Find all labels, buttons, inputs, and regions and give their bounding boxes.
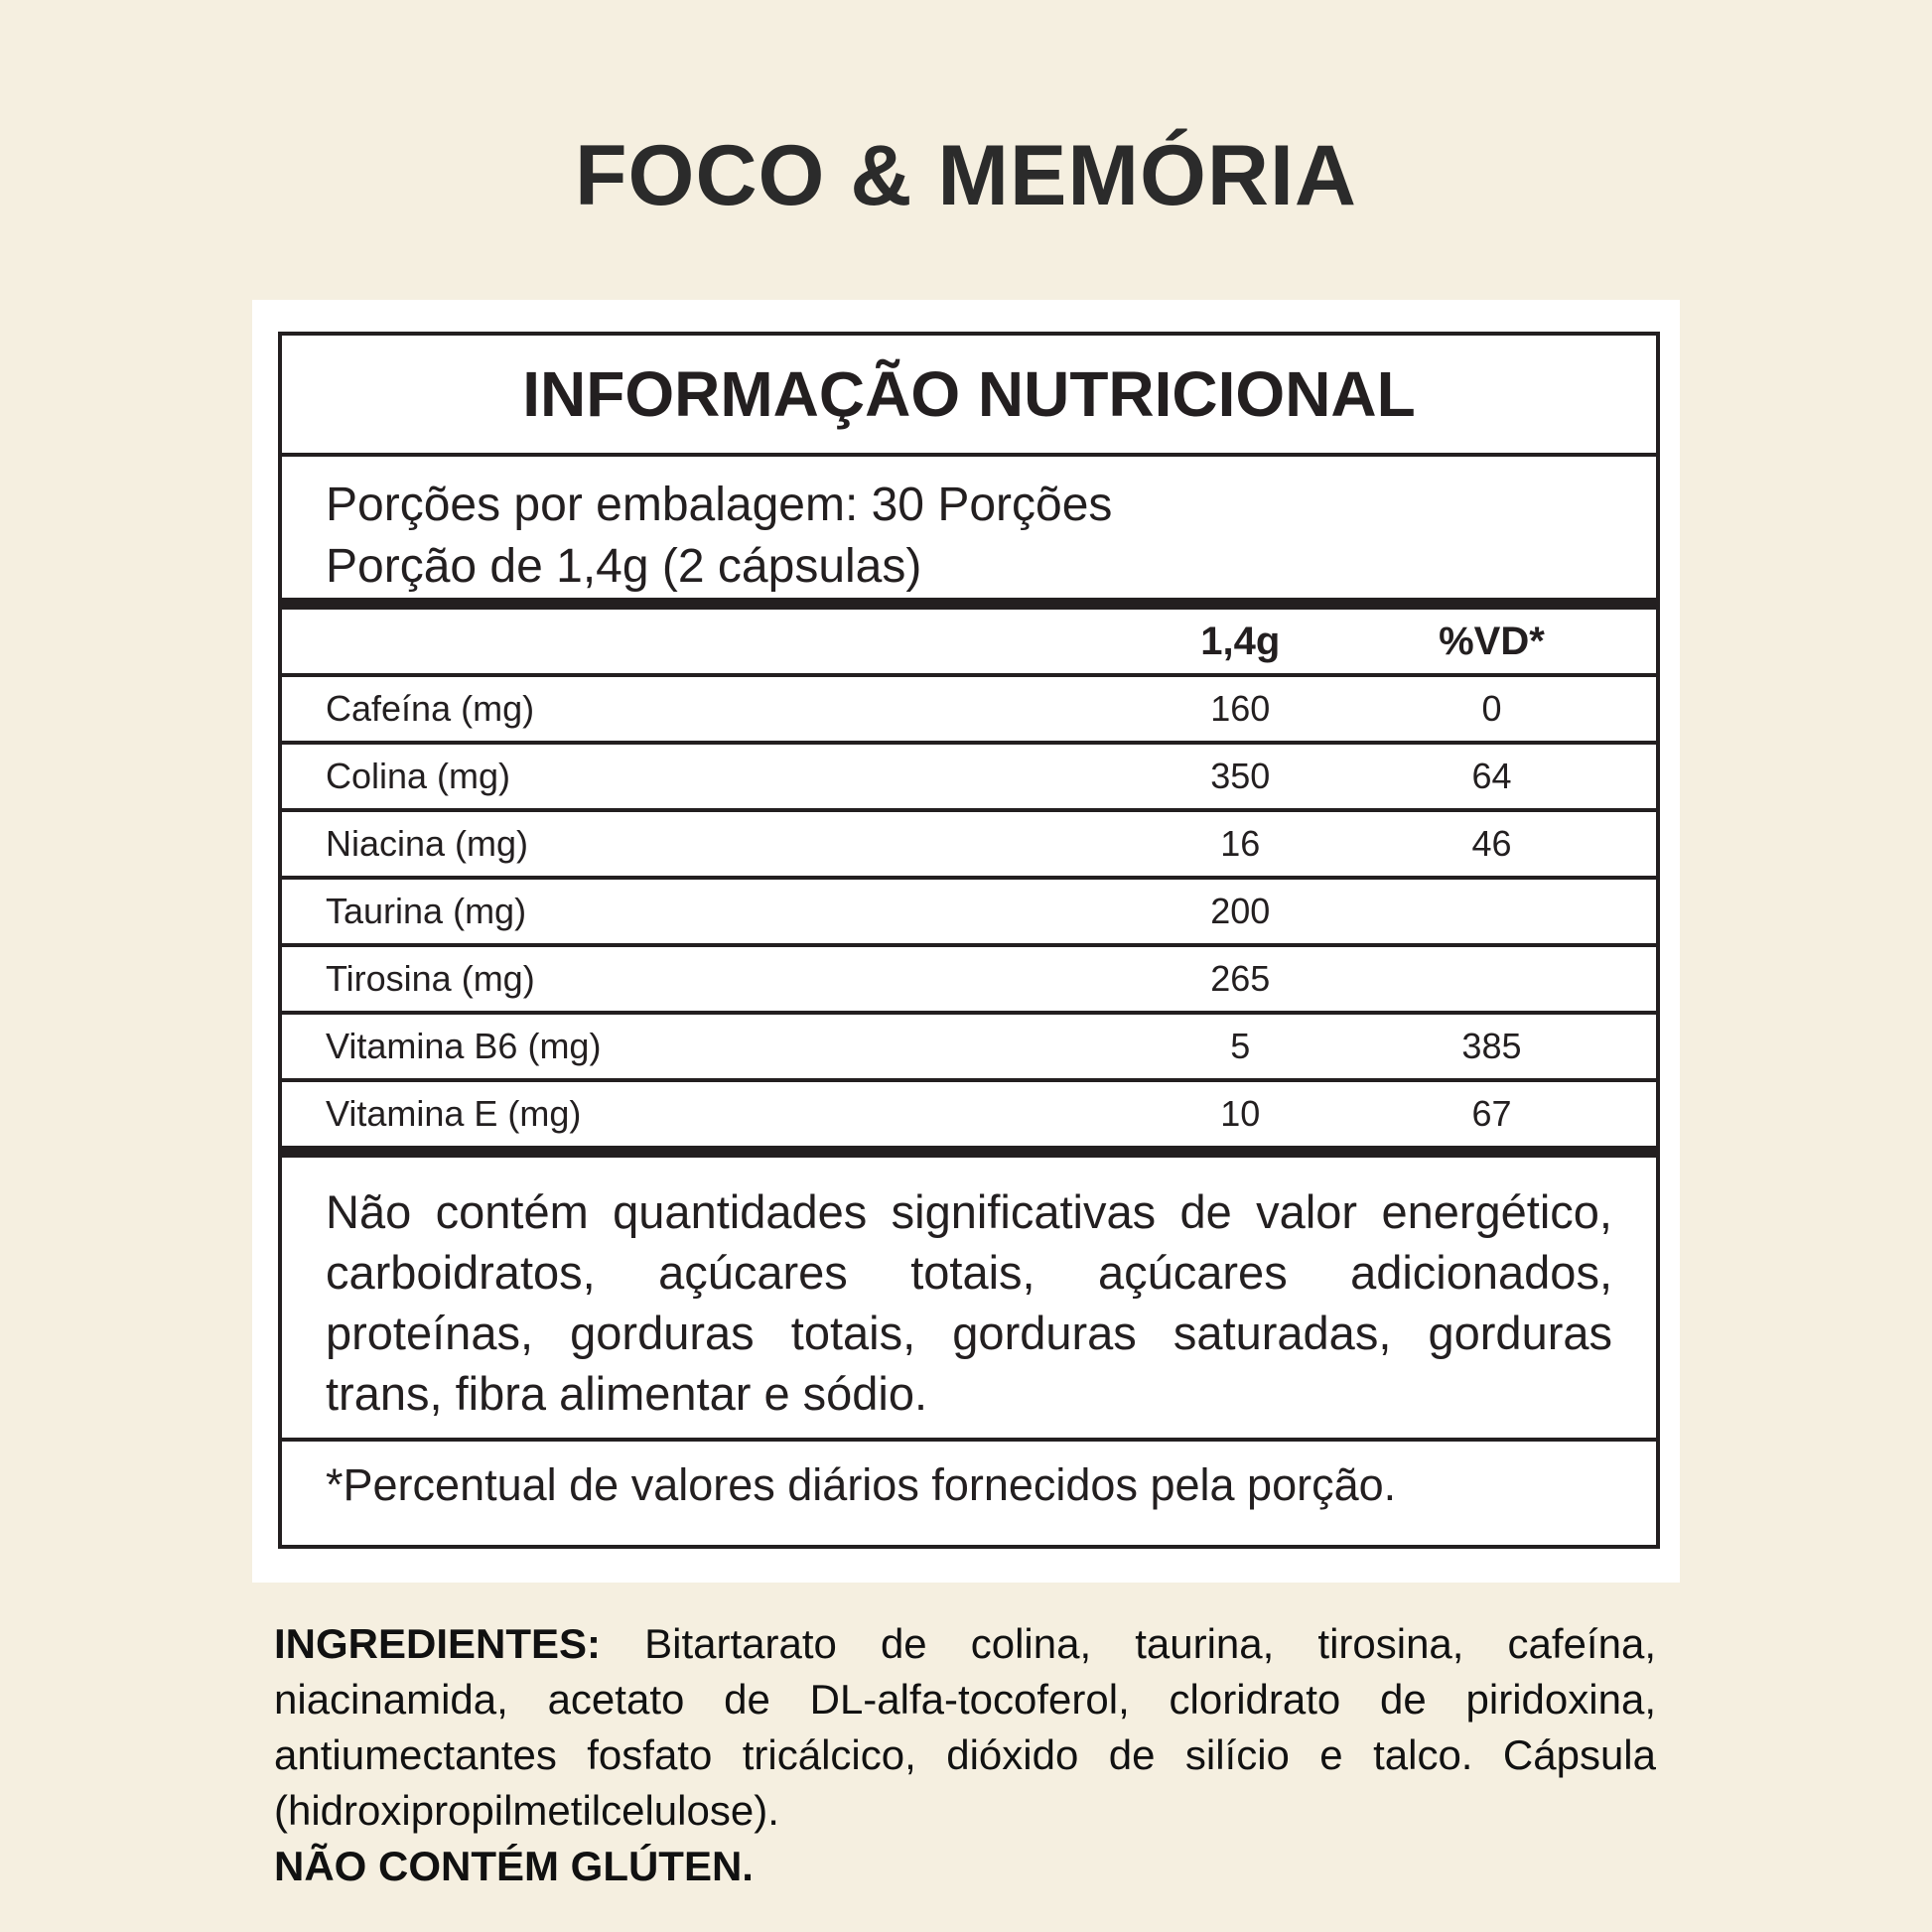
- ingredients-label: INGREDIENTES:: [274, 1620, 602, 1667]
- serving-info: [282, 457, 1656, 610]
- serving-size: Porção de 1,4g (2 cápsulas): [326, 540, 922, 593]
- nutrient-dv: 67: [1471, 1093, 1512, 1134]
- table-row: [282, 812, 1656, 880]
- table-row: [282, 745, 1656, 812]
- nutrient-name: Tirosina (mg): [326, 958, 535, 999]
- nutrition-label: [278, 332, 1660, 1549]
- nutrient-dv: 385: [1461, 1026, 1522, 1066]
- table-row: [282, 1015, 1656, 1082]
- header-amount: 1,4g: [1200, 619, 1281, 663]
- nutrient-amount: 265: [1210, 958, 1271, 999]
- nutrient-amount: 350: [1210, 756, 1271, 796]
- gluten-statement: NÃO CONTÉM GLÚTEN.: [274, 1843, 754, 1889]
- page-title: FOCO & MEMÓRIA: [575, 128, 1357, 223]
- ingredients-text: Bitartarato de colina, taurina, tirosina, cafeína, niacinamida, acetato de DL-alfa-tocoferol, cloridrato de piridoxina, antiumectantes fosfato tricálcico, dióxido de silício e talco. Cápsula (hidroxipropilmetilcelulose).: [274, 1620, 1656, 1834]
- nutrient-name: Cafeína (mg): [326, 688, 535, 729]
- nutrient-name: Vitamina E (mg): [326, 1093, 582, 1134]
- nutrient-dv: 64: [1471, 756, 1512, 796]
- header-dv: %VD*: [1439, 619, 1545, 663]
- label-header: INFORMAÇÃO NUTRICIONAL: [282, 336, 1656, 457]
- servings-per-package: Porções por embalagem: 30 Porções: [326, 479, 1113, 531]
- nutrient-name: Taurina (mg): [326, 891, 527, 931]
- table-header-row: [282, 610, 1656, 677]
- nutrient-amount: 10: [1220, 1093, 1261, 1134]
- table-row: [282, 1082, 1656, 1158]
- table-row: [282, 947, 1656, 1015]
- ingredients-block: [274, 1616, 1656, 1894]
- nutrient-dv: 46: [1471, 823, 1512, 864]
- nutrient-name: Vitamina B6 (mg): [326, 1026, 602, 1066]
- nutrient-amount: 200: [1210, 891, 1271, 931]
- nutrient-amount: 16: [1220, 823, 1261, 864]
- nutrient-amount: 5: [1230, 1026, 1251, 1066]
- nutrient-name: Niacina (mg): [326, 823, 529, 864]
- table-row: [282, 880, 1656, 947]
- nutrient-dv: 0: [1481, 688, 1502, 729]
- nutrient-amount: 160: [1210, 688, 1271, 729]
- table-row: [282, 677, 1656, 745]
- insignificant-notice: Não contém quantidades significativas de valor energético, carboidratos, açúcares totais, açúcares adicionados, proteínas, gorduras totais, gorduras saturadas, gorduras trans, fibra alimentar e sódio.: [282, 1158, 1656, 1442]
- nutrient-name: Colina (mg): [326, 756, 511, 796]
- dv-footnote: *Percentual de valores diários fornecidos pela porção.: [326, 1459, 1397, 1510]
